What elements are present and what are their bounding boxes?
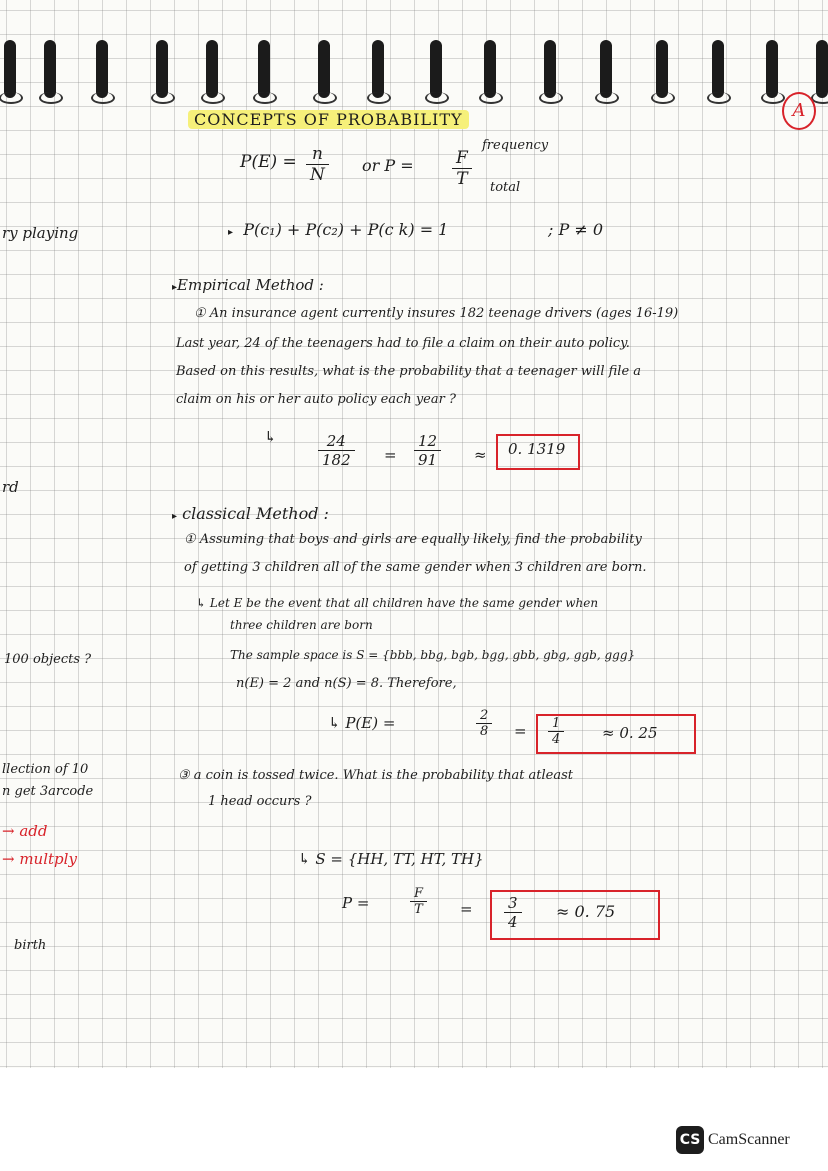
classical-let-line1: ↳ Let E be the event that all children have the same gender when: [196, 596, 599, 610]
margin-note-rd: rd: [2, 478, 19, 496]
empirical-q1-line3: Based on this results, what is the probability that a teenager will file a: [176, 364, 642, 379]
q3-answer-approx: ≈ 0. 75: [556, 902, 616, 921]
empirical-arrow: ↳: [264, 428, 277, 446]
camscanner-logo-icon: CS: [676, 1126, 704, 1154]
total-note: total: [490, 180, 521, 195]
classical-answer-fraction: $\frac{1}{4}$: [548, 716, 564, 747]
empirical-fraction-raw: $\frac{24}{182}$: [318, 432, 355, 469]
classical-ne-line: n(E) = 2 and n(S) = 8. Therefore,: [236, 676, 457, 691]
margin-note-add: → add: [2, 822, 48, 840]
classical-fraction: $\frac{2}{8}$: [476, 708, 492, 739]
empirical-q1-line1: ① An insurance agent currently insures 182 teenage drivers (ages 16-19): [194, 306, 679, 321]
margin-note-ry-playing: ry playing: [2, 224, 79, 242]
margin-note-birth: birth: [14, 938, 47, 953]
classical-let-line2: three children are born: [230, 618, 373, 632]
or-text: or P =: [362, 156, 414, 175]
empirical-q1-line2: Last year, 24 of the teenagers had to file a claim on their auto policy.: [176, 336, 630, 351]
pe-label: P(E) =: [240, 152, 297, 172]
q3-f-over-t: $\frac{F}{T}$: [410, 886, 427, 917]
classical-pe-label: ↳ P(E) =: [328, 714, 396, 732]
nonzero-rule: ; P ≠ 0: [548, 220, 603, 239]
spiral-binding: [0, 32, 828, 102]
camscanner-brand: CamScanner: [708, 1131, 790, 1148]
classical-q1-line2: of getting 3 children all of the same gender when 3 children are born.: [184, 560, 647, 575]
f-over-t: $\frac{F}{T}$: [452, 148, 472, 189]
equals-sign: =: [460, 900, 473, 918]
margin-note-collection: llection of 10: [2, 762, 89, 777]
empirical-fraction-reduced: $\frac{12}{91}$: [414, 432, 441, 469]
empirical-q1-line4: claim on his or her auto policy each year ?: [176, 392, 456, 407]
classical-sample-space: The sample space is S = {bbb, bbg, bgb, bgg, gbb, gbg, ggb, ggg}: [230, 648, 636, 662]
page-marker: A: [782, 92, 816, 130]
q3-line2: 1 head occurs ?: [208, 794, 312, 809]
q3-sample-space: ↳ S = {HH, TT, HT, TH}: [298, 850, 484, 868]
q3-answer-fraction: $\frac{3}{4}$: [504, 894, 522, 931]
n-over-N: $\frac{n}{N}$: [306, 144, 329, 185]
frequency-note: frequency: [482, 138, 549, 153]
page-title: CONCEPTS OF PROBABILITY: [188, 110, 469, 129]
margin-note-objects: 100 objects ?: [4, 652, 92, 667]
classical-heading: ▸ classical Method :: [172, 504, 329, 523]
q3-line1: ③ a coin is tossed twice. What is the probability that atleast: [178, 768, 574, 783]
margin-note-barcode: n get 3arcode: [2, 784, 94, 799]
empirical-heading: ▸Empirical Method :: [172, 276, 324, 294]
camscanner-watermark: [676, 1126, 790, 1154]
classical-q1-line1: ① Assuming that boys and girls are equally likely, find the probability: [184, 532, 642, 547]
empirical-answer: 0. 1319: [508, 440, 566, 458]
equals-sign: =: [514, 722, 527, 740]
margin-note-multiply: → multply: [2, 850, 77, 868]
equals-sign: =: [384, 446, 397, 464]
classical-answer-approx: ≈ 0. 25: [602, 724, 658, 742]
q3-p-label: P =: [342, 894, 370, 912]
sum-rule: ▸ P(c₁) + P(c₂) + P(c k) = 1: [228, 220, 449, 239]
approx-sign: ≈: [474, 446, 487, 464]
